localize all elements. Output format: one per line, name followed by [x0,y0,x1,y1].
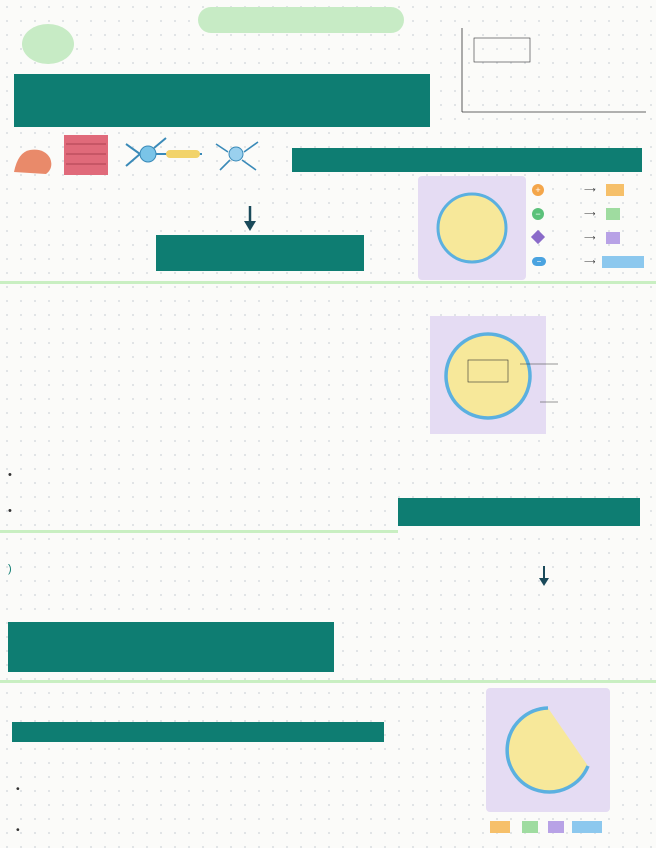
muscle-neuron-illustration [10,130,270,180]
ion-distribution-diagram [418,176,526,280]
legend-row: − ⟶ [532,254,650,278]
legend-row: − ⟶ [532,206,650,230]
bullet-lic: • [8,469,18,481]
chemical-imbalance-box [156,235,364,271]
arrow-down-icon [537,566,551,588]
neuron-icon [126,138,202,166]
all-cells-box [8,622,334,672]
rest-box [474,38,530,62]
ion-legend [532,182,650,278]
legend-row: + ⟶ [532,182,650,206]
intro-box [14,74,430,127]
membrane-ion-diagram [486,688,610,812]
bottom-ion-key [486,820,610,834]
neuron-icon [216,142,258,170]
arm-icon [14,150,51,174]
question-heading [292,148,642,172]
arrow-down-icon [243,206,257,232]
emg-chart [446,0,652,122]
topic-badge [22,24,74,64]
electrical-imbalance-box [398,498,640,526]
muscle-tissue-icon [64,135,108,175]
legend-row: ⟶ [532,230,650,254]
signal-trace-chart [448,590,648,680]
membrane-potential-definition: ) [8,563,12,575]
bullet-lec: • [8,505,18,517]
page-title [198,7,404,33]
gradient-box [12,722,384,742]
